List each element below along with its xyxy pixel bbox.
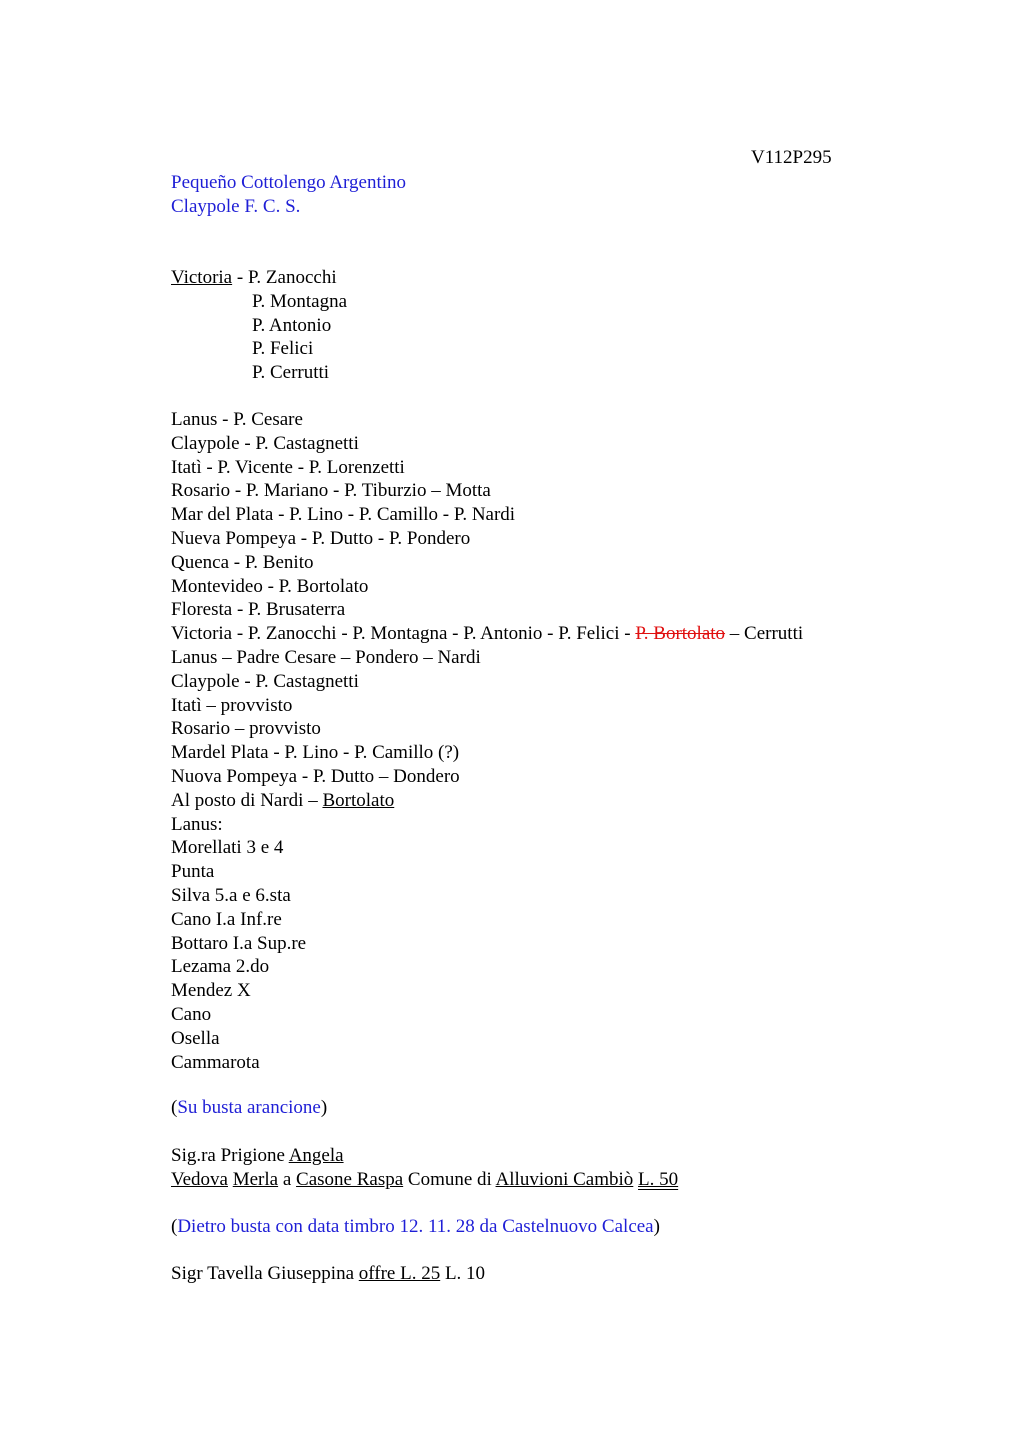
list-line: Punta — [171, 861, 215, 883]
list-line: Itatì - P. Vicente - P. Lorenzetti — [171, 456, 405, 478]
struck-name: P. Bortolato — [635, 623, 726, 645]
list-line: Rosario - P. Mariano - P. Tiburzio – Motta — [171, 480, 491, 502]
victoria-first-name: - P. Zanocchi — [232, 267, 337, 288]
nardi-line-text: Al posto di Nardi – — [171, 789, 323, 811]
list-line: Nuova Pompeya - P. Dutto – Dondero — [171, 765, 460, 787]
final-line — [171, 1262, 485, 1286]
victoria-name: P. Montagna — [252, 290, 347, 312]
list-line: Lanus – Padre Cesare – Pondero – Nardi — [171, 646, 481, 668]
address-line-2 — [171, 1168, 678, 1192]
list-line: Mendez X — [171, 980, 251, 1002]
victoria-first-line — [171, 266, 347, 290]
replacement-name: Bortolato — [322, 789, 395, 811]
address-line-1 — [171, 1144, 678, 1168]
list-line: Nueva Pompeya - P. Dutto - P. Pondero — [171, 527, 471, 549]
final-amount: L. 10 — [440, 1263, 486, 1284]
note-text: Dietro busta con data timbro 12. 11. 28 da Castelnuovo Calcea — [177, 1216, 654, 1237]
main-list — [171, 408, 803, 1074]
note-line — [171, 1096, 327, 1120]
victoria-place: Victoria — [171, 267, 233, 288]
list-line: Quenca - P. Benito — [171, 551, 314, 573]
envelope-note-1 — [171, 1096, 327, 1120]
victoria-name: P. Felici — [252, 338, 314, 360]
final-name: Sigr Tavella Giuseppina — [171, 1263, 359, 1284]
list-line: Montevideo - P. Bortolato — [171, 575, 369, 597]
victoria-name: P. Cerrutti — [252, 362, 330, 384]
list-line: Claypole - P. Castagnetti — [171, 670, 359, 692]
list-line: Morellati 3 e 4 — [171, 837, 284, 859]
header-line-2: Claypole F. C. S. — [171, 195, 301, 217]
paren-open: ( — [171, 1097, 178, 1118]
nardi-line — [171, 789, 803, 813]
envelope-note-2 — [171, 1215, 660, 1239]
address-name: Angela — [288, 1145, 344, 1166]
header-block — [171, 171, 406, 219]
paren-close: ) — [653, 1216, 660, 1237]
victoria-line-text: Victoria - P. Zanocchi - P. Montagna - P. Antonio - P. Felici - — [171, 623, 636, 645]
address-merla: Merla — [232, 1168, 279, 1190]
address-vedova: Vedova — [171, 1168, 228, 1190]
list-line: Cammarota — [171, 1051, 260, 1073]
address-comune: Comune di — [403, 1168, 496, 1190]
final-offer: offre L. 25 — [358, 1263, 441, 1284]
address-block — [171, 1144, 678, 1192]
list-line: Floresta - P. Brusaterra — [171, 599, 346, 621]
address-title: Sig.ra Prigione — [171, 1145, 289, 1166]
paren-open: ( — [171, 1216, 178, 1237]
list-line: Lanus - P. Cesare — [171, 409, 303, 430]
address-casone: Casone Raspa — [296, 1168, 404, 1190]
victoria-full-line — [171, 622, 803, 646]
header-line-1: Pequeño Cottolengo Argentino — [171, 172, 407, 193]
list-line: Osella — [171, 1027, 220, 1049]
victoria-block — [171, 266, 347, 385]
list-line: Lanus: — [171, 813, 223, 835]
list-line: Cano — [171, 1003, 212, 1025]
victoria-name: P. Antonio — [252, 314, 332, 336]
list-line: Itatì – provvisto — [171, 694, 293, 716]
document-reference: V112P295 — [751, 147, 832, 168]
paren-close: ) — [320, 1097, 328, 1118]
address-a: a — [278, 1168, 297, 1190]
note-line — [171, 1215, 660, 1239]
list-line: Silva 5.a e 6.sta — [171, 884, 291, 906]
victoria-line-end: – Cerrutti — [725, 623, 804, 645]
list-line: Mardel Plata - P. Lino - P. Camillo (?) — [171, 742, 460, 764]
list-line: Rosario – provvisto — [171, 718, 321, 740]
address-alluvioni: Alluvioni Cambiò — [495, 1168, 634, 1190]
final-block — [171, 1262, 485, 1286]
list-line: Mar del Plata - P. Lino - P. Camillo - P. Nardi — [171, 504, 516, 526]
list-line: Lezama 2.do — [171, 956, 270, 978]
list-line: Bottaro I.a Sup.re — [171, 932, 307, 954]
note-text: Su busta arancione — [177, 1097, 321, 1118]
list-line: Cano I.a Inf.re — [171, 908, 282, 930]
address-amount: L. 50 — [638, 1168, 679, 1190]
list-line: Claypole - P. Castagnetti — [171, 432, 359, 454]
